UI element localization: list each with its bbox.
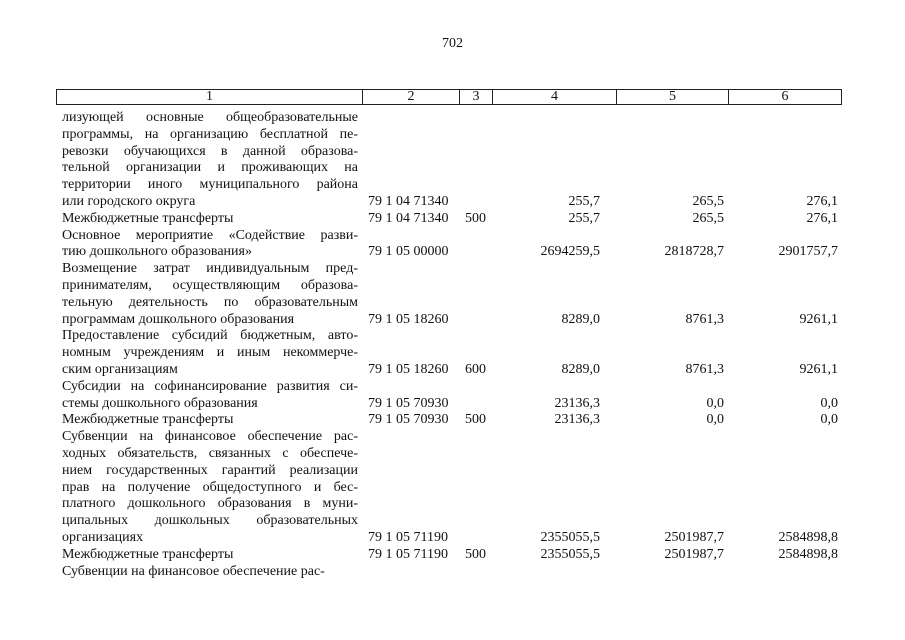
row-name-line: программы, на организацию бесплатной пе- — [62, 126, 358, 142]
row-name-line: организациях — [62, 529, 144, 545]
table-row — [62, 379, 842, 413]
row-name-line: территории иного муниципального района — [62, 177, 358, 193]
row-code: 79 1 04 71340 — [368, 193, 449, 209]
row-value-3: 276,1 — [806, 210, 838, 226]
row-name-line: платного дошкольного образования в муни- — [62, 496, 358, 512]
row-name-line: тельную деятельность по образовательным — [62, 294, 358, 310]
row-name — [62, 228, 358, 262]
row-vr: 500 — [465, 412, 486, 428]
row-name-line: ским организациям — [62, 361, 178, 377]
row-value-1: 23136,3 — [554, 412, 600, 428]
row-value-1: 2694259,5 — [540, 244, 600, 260]
page-number: 702 — [442, 36, 463, 51]
row-value-3: 2584898,8 — [778, 546, 838, 562]
row-value-1: 23136,3 — [554, 395, 600, 411]
row-name-line: тельной организации и проживающих на — [62, 160, 358, 176]
row-name — [62, 547, 358, 564]
row-name-line: Возмещение затрат индивидуальным пред- — [62, 261, 358, 277]
row-name-line: Субвенции на финансовое обеспечение рас- — [62, 429, 358, 445]
column-header-4: 4 — [493, 90, 617, 104]
row-name — [62, 110, 358, 211]
row-name — [62, 564, 358, 581]
table-row — [62, 564, 842, 581]
row-name — [62, 412, 358, 429]
row-name-line: прав на получение общедоступного и бес- — [62, 479, 358, 495]
row-value-2: 265,5 — [692, 193, 724, 209]
row-vr: 500 — [465, 210, 486, 226]
row-code: 79 1 04 71340 — [368, 210, 449, 226]
row-name-line: ципальных дошкольных образовательных — [62, 513, 358, 529]
table-row — [62, 110, 842, 211]
row-value-1: 2355055,5 — [540, 546, 600, 562]
table-column-header — [56, 89, 842, 105]
row-name — [62, 379, 358, 413]
row-value-1: 8289,0 — [561, 361, 600, 377]
row-value-1: 2355055,5 — [540, 529, 600, 545]
row-name-line: тию дошкольного образования» — [62, 244, 252, 260]
row-value-3: 276,1 — [806, 193, 838, 209]
table-row — [62, 211, 842, 228]
row-name-line: ходных обязательств, связанных с обеспече- — [62, 445, 358, 461]
row-name-line: Субвенции на финансовое обеспечение рас- — [62, 563, 325, 579]
row-name-line: Межбюджетные трансферты — [62, 412, 234, 428]
row-value-1: 255,7 — [568, 210, 600, 226]
row-value-1: 8289,0 — [561, 311, 600, 327]
row-name-line: лизующей основные общеобразовательные — [62, 110, 358, 125]
row-value-3: 9261,1 — [799, 361, 838, 377]
row-name-line: или городского округа — [62, 193, 196, 209]
column-header-3: 3 — [460, 90, 493, 104]
row-code: 79 1 05 71190 — [368, 529, 448, 545]
row-name-line: номным учреждениям и иным некоммерче- — [62, 345, 358, 361]
row-value-2: 0,0 — [706, 395, 724, 411]
table-row — [62, 261, 842, 328]
row-code: 79 1 05 70930 — [368, 412, 449, 428]
row-name-line: Основное мероприятие «Содействие разви- — [62, 227, 358, 243]
row-value-2: 2501987,7 — [664, 546, 724, 562]
row-name-line: Субсидии на софинансирование развития си- — [62, 378, 358, 394]
row-value-2: 0,0 — [706, 412, 724, 428]
row-value-3: 0,0 — [820, 395, 838, 411]
column-header-5: 5 — [617, 90, 729, 104]
table-row — [62, 429, 842, 547]
row-name-line: Предоставление субсидий бюджетным, авто- — [62, 328, 358, 344]
row-value-1: 255,7 — [568, 193, 600, 209]
row-code: 79 1 05 71190 — [368, 546, 448, 562]
row-name — [62, 211, 358, 228]
row-name-line: программам дошкольного образования — [62, 311, 295, 327]
column-header-2: 2 — [363, 90, 460, 104]
row-value-3: 0,0 — [820, 412, 838, 428]
row-code: 79 1 05 18260 — [368, 311, 449, 327]
row-value-2: 2818728,7 — [664, 244, 724, 260]
row-code: 79 1 05 00000 — [368, 244, 449, 260]
row-name-line: Межбюджетные трансферты — [62, 210, 234, 226]
row-code: 79 1 05 70930 — [368, 395, 449, 411]
row-code: 79 1 05 18260 — [368, 361, 449, 377]
row-name-line: принимателям, осуществляющим образова- — [62, 277, 358, 293]
row-value-3: 2901757,7 — [778, 244, 838, 260]
table-body — [62, 110, 842, 580]
row-value-2: 265,5 — [692, 210, 724, 226]
row-name — [62, 429, 358, 547]
row-name-line: Межбюджетные трансферты — [62, 546, 234, 562]
row-name-line: стемы дошкольного образования — [62, 395, 258, 411]
table-row — [62, 328, 842, 378]
table-row — [62, 228, 842, 262]
row-value-2: 8761,3 — [685, 361, 724, 377]
row-vr: 600 — [465, 361, 486, 377]
column-header-6: 6 — [781, 89, 789, 104]
row-vr: 500 — [465, 546, 486, 562]
row-name-line: нием государственных гарантий реализации — [62, 462, 358, 478]
row-name — [62, 328, 358, 378]
column-header-1: 1 — [57, 90, 363, 104]
row-value-2: 2501987,7 — [664, 529, 724, 545]
row-value-2: 8761,3 — [685, 311, 724, 327]
table-row — [62, 547, 842, 564]
row-name-line: ревозки обучающихся в данной образова- — [62, 143, 358, 159]
table-row — [62, 412, 842, 429]
row-value-3: 2584898,8 — [778, 529, 838, 545]
row-name — [62, 261, 358, 328]
row-value-3: 9261,1 — [799, 311, 838, 327]
